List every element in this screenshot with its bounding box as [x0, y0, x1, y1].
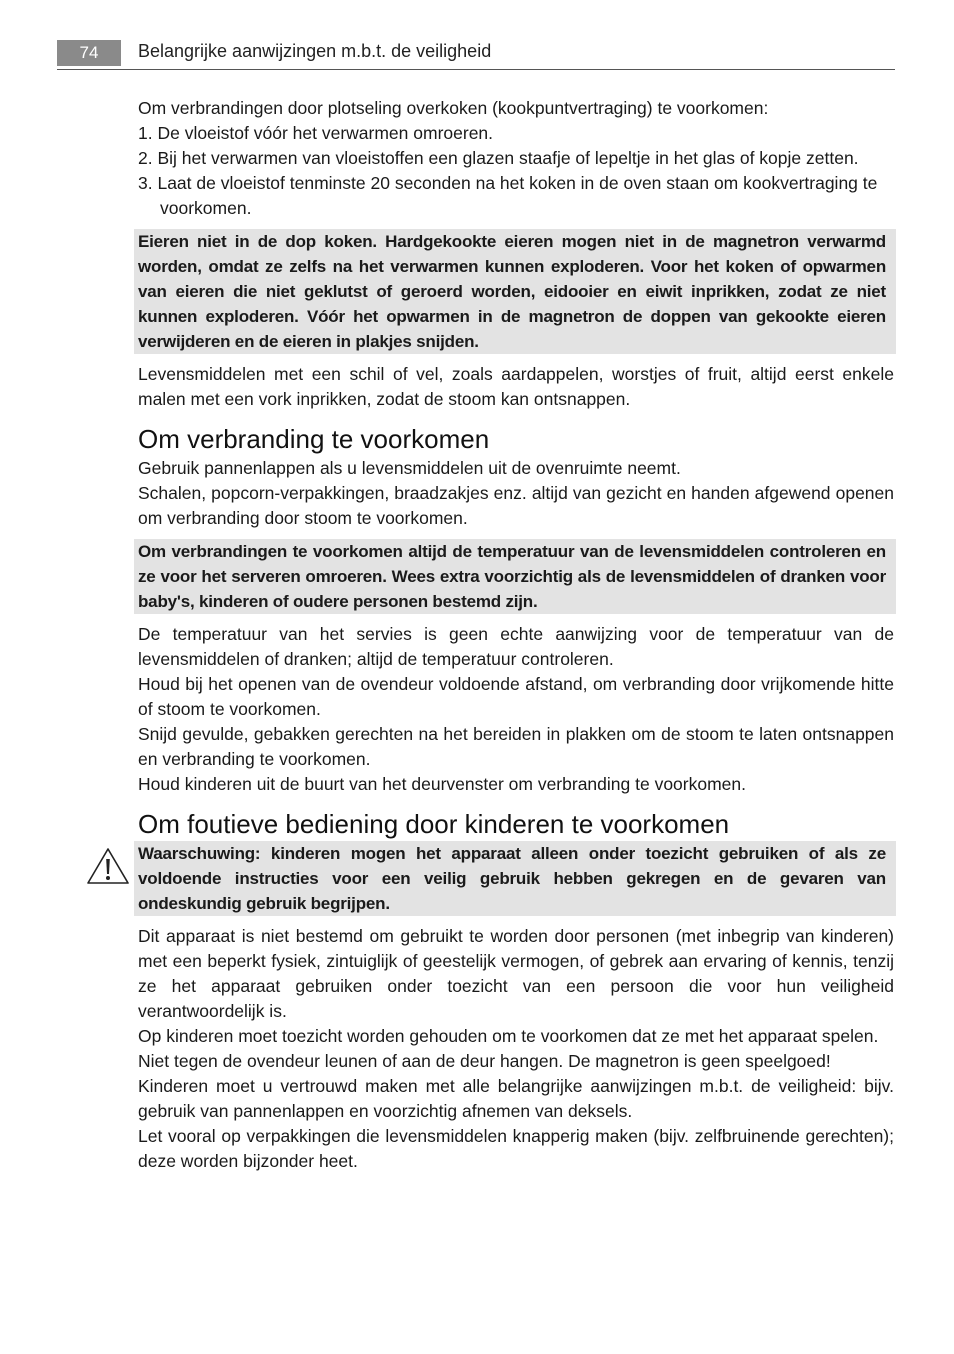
- children-p1: Dit apparaat is niet bestemd om gebruikt te worden door personen (met inbegrip van kinderen) met een beperkt fysiek, zintuiglijk of geestelijk vermogen, of gebrek aan ervaring of kennis, tenzij ze het apparaat gebruiken onder toezicht van een persoon die voor hun veiligheid verantwoordelijk is.: [138, 926, 894, 1021]
- children-p3: Niet tegen de ovendeur leunen of aan de deur hangen. De magnetron is geen speelgoed!: [138, 1051, 831, 1071]
- page-header: [57, 40, 895, 70]
- list-item: 3. Laat de vloeistof tenminste 20 seconden na het koken in de oven staan om kookvertraging te voorkomen.: [138, 173, 878, 218]
- page-number: 74: [57, 40, 121, 66]
- warning-box: Waarschuwing: kinderen mogen het apparaat alleen onder toezicht gebruiken of als ze voldoende instructies voor een veilig gebruik hebben gekregen en de gevaren van ondeskundig gebruik begrijpen.: [134, 841, 896, 916]
- burns-p4: Houd bij het openen van de ovendeur voldoende afstand, om verbranding door vrijkomende hitte of stoom te voorkomen.: [138, 674, 894, 719]
- intro-lead: Om verbrandingen door plotseling overkoken (kookpuntvertraging) te voorkomen:: [138, 98, 769, 118]
- children-p4: Kinderen moet u vertrouwd maken met alle belangrijke aanwijzingen m.b.t. de veiligheid: bijv. gebruik van pannenlappen en voorzichtig afnemen van deksels.: [138, 1076, 894, 1121]
- eggs-note-box: Eieren niet in de dop koken. Hardgekookte eieren mogen niet in de magnetron verwarmd worden, omdat ze zelfs na het verwarmen kunnen exploderen. Voor het koken of opwarmen van eieren die niet geklutst of geroerd worden, eidooier en eiwit inprikken, zodat ze niet kunnen exploderen. Vóór het opwarmen in de magnetron de doppen van gekookte eieren verwijderen en de eieren in plakjes snijden.: [134, 229, 896, 354]
- burns-note-box: Om verbrandingen te voorkomen altijd de temperatuur van de levensmiddelen controleren en ze voor het serveren omroeren. Wees extra voorzichtig als de levensmiddelen of dranken voor baby's, kinderen of oudere personen bestemd zijn.: [134, 539, 896, 614]
- children-p5: Let vooral op verpakkingen die levensmiddelen knapperig maken (bijv. zelfbruinende gerechten); deze worden bijzonder heet.: [138, 1126, 894, 1171]
- heading-burns: Om verbranding te voorkomen: [138, 424, 490, 454]
- list-item: 1. De vloeistof vóór het verwarmen omroeren.: [138, 123, 494, 143]
- warning-triangle-icon: [86, 847, 130, 885]
- heading-children: Om foutieve bediening door kinderen te voorkomen: [138, 809, 730, 839]
- warning-block: [138, 841, 894, 916]
- header-title: Belangrijke aanwijzingen m.b.t. de veiligheid: [138, 41, 492, 61]
- intro-steps: [138, 121, 894, 221]
- burns-p3: De temperatuur van het servies is geen echte aanwijzing voor de temperatuur van de levensmiddelen of dranken; altijd de temperatuur controleren.: [138, 624, 894, 669]
- burns-p2: Schalen, popcorn-verpakkingen, braadzakjes enz. altijd van gezicht en handen afgewend openen om verbranding door stoom te voorkomen.: [138, 483, 894, 528]
- skins-text: Levensmiddelen met een schil of vel, zoals aardappelen, worstjes of fruit, altijd eerst enkele malen met een vork inprikken, zodat de stoom kan ontsnappen.: [138, 364, 894, 409]
- list-item: 2. Bij het verwarmen van vloeistoffen een glazen staafje of lepeltje in het glas of kopje zetten.: [138, 148, 859, 168]
- children-p2: Op kinderen moet toezicht worden gehouden om te voorkomen dat ze met het apparaat spelen.: [138, 1026, 879, 1046]
- burns-p1: Gebruik pannenlappen als u levensmiddelen uit de ovenruimte neemt.: [138, 458, 681, 478]
- burns-p6: Houd kinderen uit de buurt van het deurvenster om verbranding te voorkomen.: [138, 774, 746, 794]
- page-content: [138, 96, 894, 1174]
- burns-p5: Snijd gevulde, gebakken gerechten na het bereiden in plakken om de stoom te laten ontsnappen en verbranding te voorkomen.: [138, 724, 894, 769]
